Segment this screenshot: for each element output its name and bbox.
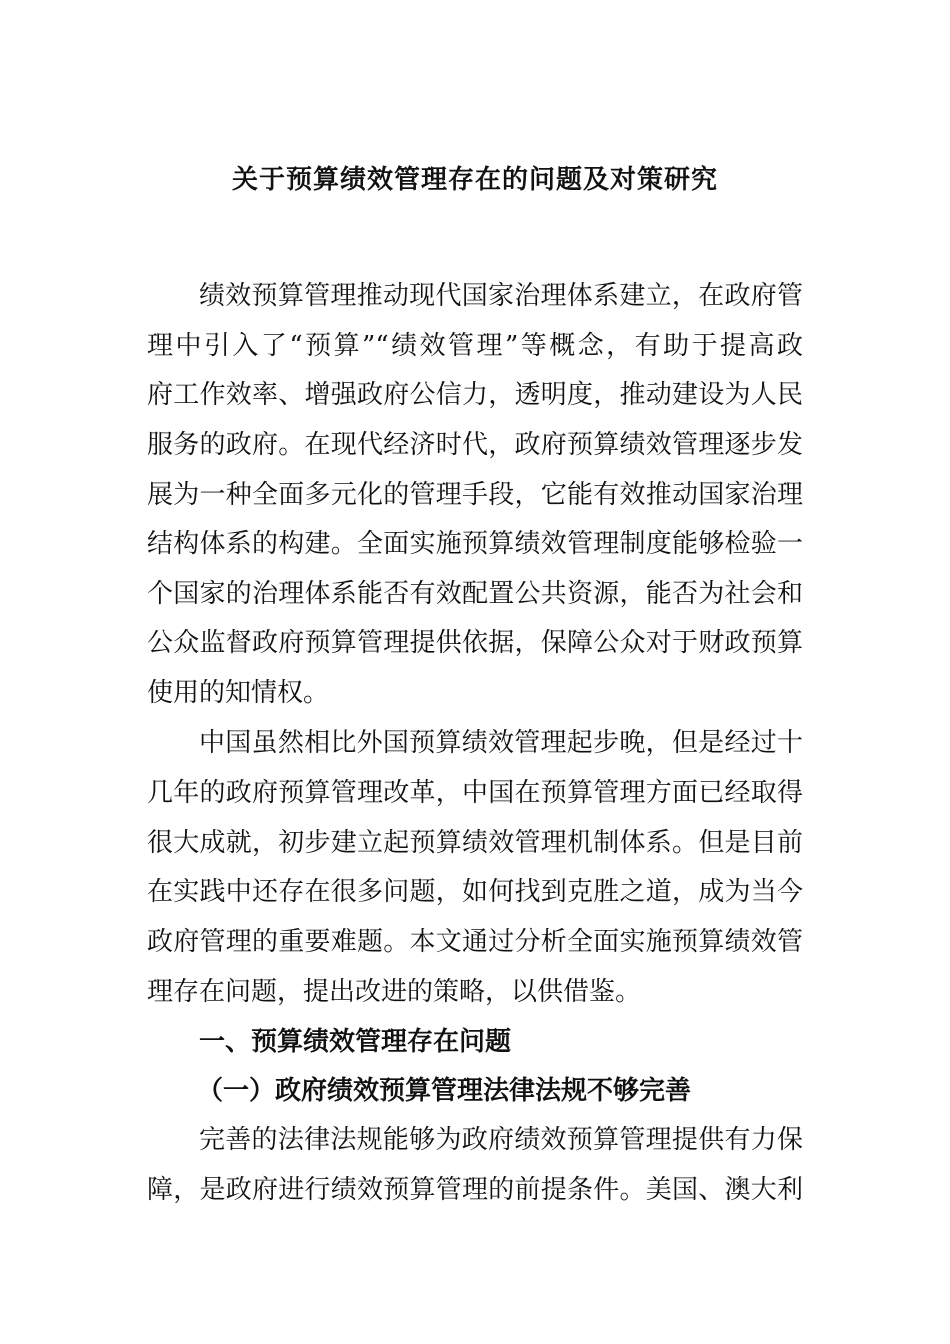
paragraph-line: 障，是政府进行绩效预算管理的前提条件。美国、澳大利 (147, 1175, 803, 1205)
subsection-heading: （一）政府绩效预算管理法律法规不够完善 (197, 1076, 692, 1106)
paragraph-line: 完善的法律法规能够为政府绩效预算管理提供有力保 (199, 1125, 803, 1155)
paragraph-line: 理存在问题，提出改进的策略，以供借鉴。 (147, 977, 642, 1007)
document-title: 关于预算绩效管理存在的问题及对策研究 (231, 165, 718, 195)
paragraph-line: 结构体系的构建。全面实施预算绩效管理制度能够检验一 (147, 529, 803, 559)
paragraph-line: 理中引入了“预算”“绩效管理”等概念，有助于提高政 (147, 331, 803, 361)
paragraph-line: 很大成就，初步建立起预算绩效管理机制体系。但是目前 (147, 828, 803, 858)
paragraph-line: 政府管理的重要难题。本文通过分析全面实施预算绩效管 (147, 927, 803, 957)
section-heading: 一、预算绩效管理存在问题 (199, 1027, 512, 1057)
paragraph-line: 中国虽然相比外国预算绩效管理起步晚，但是经过十 (199, 728, 803, 758)
paragraph-line: 使用的知情权。 (147, 678, 330, 708)
paragraph-line: 服务的政府。在现代经济时代，政府预算绩效管理逐步发 (147, 430, 803, 460)
paragraph-line: 个国家的治理体系能否有效配置公共资源，能否为社会和 (147, 579, 803, 609)
paragraph-line: 府工作效率、增强政府公信力，透明度，推动建设为人民 (147, 380, 803, 410)
paragraph-line: 展为一种全面多元化的管理手段，它能有效推动国家治理 (147, 480, 803, 510)
paragraph-line: 在实践中还存在很多问题，如何找到克胜之道，成为当今 (147, 877, 803, 907)
paragraph-line: 公众监督政府预算管理提供依据，保障公众对于财政预算 (147, 628, 803, 658)
paragraph-line: 几年的政府预算管理改革，中国在预算管理方面已经取得 (147, 778, 803, 808)
paragraph-line: 绩效预算管理推动现代国家治理体系建立，在政府管 (199, 281, 803, 311)
